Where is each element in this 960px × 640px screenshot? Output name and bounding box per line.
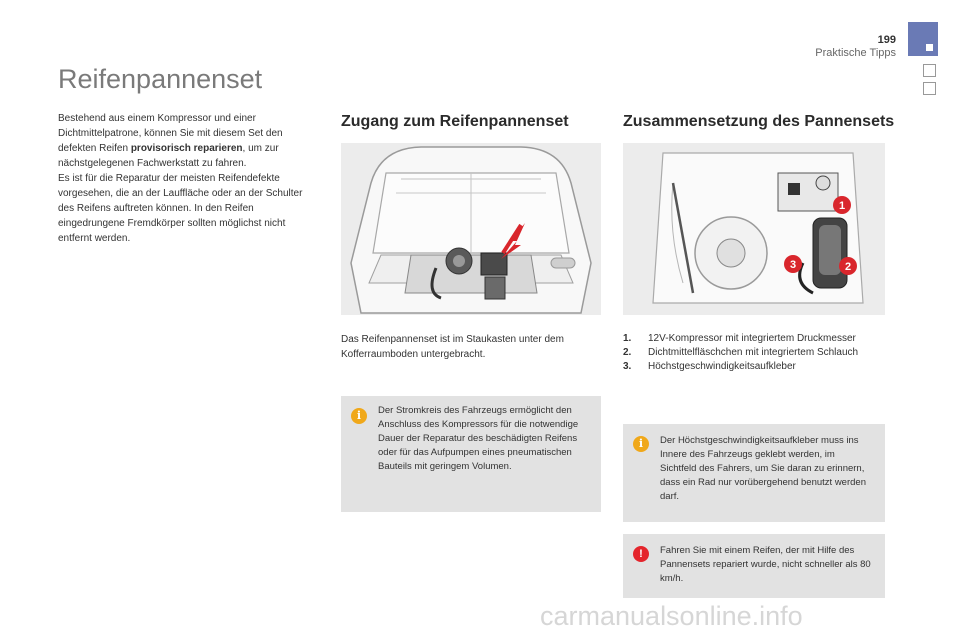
kit-illustration: [623, 143, 885, 315]
chapter-tab-last[interactable]: [923, 82, 936, 95]
info-icon: i: [633, 436, 649, 452]
composition-title: Zusammensetzung des Pannensets: [623, 113, 895, 130]
intro-text: [58, 111, 320, 246]
info-note-text: Der Höchstgeschwindigkeitsaufkleber muss ins Innere des Fahrzeugs geklebt werden, im Sichtfeld des Fahrers, um Sie daran zu erinnern, dass ein Rad nur vorübergehend benutzt werden darf.: [660, 435, 866, 502]
main-title: Reifenpannenset: [58, 64, 263, 94]
info-note-text: Der Stromkreis des Fahrzeugs ermöglicht den Anschluss des Kompressors für die notwendige Dauer der Reparatur des beschädigten Reifens oder für das Aufpumpen eines pneumatischen Bauteils mit geringem Volumen.: [378, 405, 579, 472]
warning-note-speed: [623, 534, 885, 598]
warning-note-text: Fahren Sie mit einem Reifen, der mit Hilfe des Pannensets repariert wurde, nicht schneller als 80 km/h.: [660, 545, 871, 584]
trunk-illustration: [341, 143, 601, 315]
page-number: 199: [877, 34, 896, 46]
info-note-sticker: [623, 424, 885, 522]
trunk-drawing: [341, 143, 601, 315]
intro-paragraph-2: Es ist für die Reparatur der meisten Reifendefekte vorgesehen, die an der Lauffläche oder an der Schulter des Reifens auftreten können. In den Reifen eingedrungene Fremdkörper sollten möglichst nicht entfernt werden.: [58, 173, 303, 244]
warning-icon: !: [633, 546, 649, 562]
chapter-tab-active[interactable]: [908, 22, 938, 56]
list-item: 2. Dichtmittelfläschchen mit integriertem Schlauch: [623, 347, 859, 358]
intro-bold: provisorisch reparieren: [130, 143, 243, 154]
composition-list: [623, 332, 885, 374]
section-label: Praktische Tipps: [815, 47, 896, 59]
access-title: Zugang zum Reifenpannenset: [341, 113, 569, 130]
list-item: 3. Höchstgeschwindigkeitsaufkleber: [623, 361, 796, 372]
access-text: Das Reifenpannenset ist im Staukasten unter dem Kofferraumboden untergebracht.: [341, 334, 564, 360]
watermark: carmanualsonline.info: [540, 601, 803, 631]
intro-paragraph-1: Bestehend aus einem Kompressor und einer Dichtmittelpatrone, können Sie mit diesem Set den defekten Reifen provisorisch reparieren, um zur nächstgelegenen Fachwerkstatt zu fahren.: [58, 113, 283, 169]
callout-2-label: 2: [844, 261, 852, 273]
info-note-electrical: [341, 396, 601, 512]
info-icon: i: [351, 408, 367, 424]
chapter-tab-next[interactable]: [923, 64, 936, 77]
callout-1-label: 1: [838, 200, 846, 212]
callout-3-label: 3: [789, 259, 797, 271]
list-item: 1. 12V-Kompressor mit integriertem Druckmesser: [623, 333, 856, 344]
kit-drawing: [623, 143, 885, 315]
